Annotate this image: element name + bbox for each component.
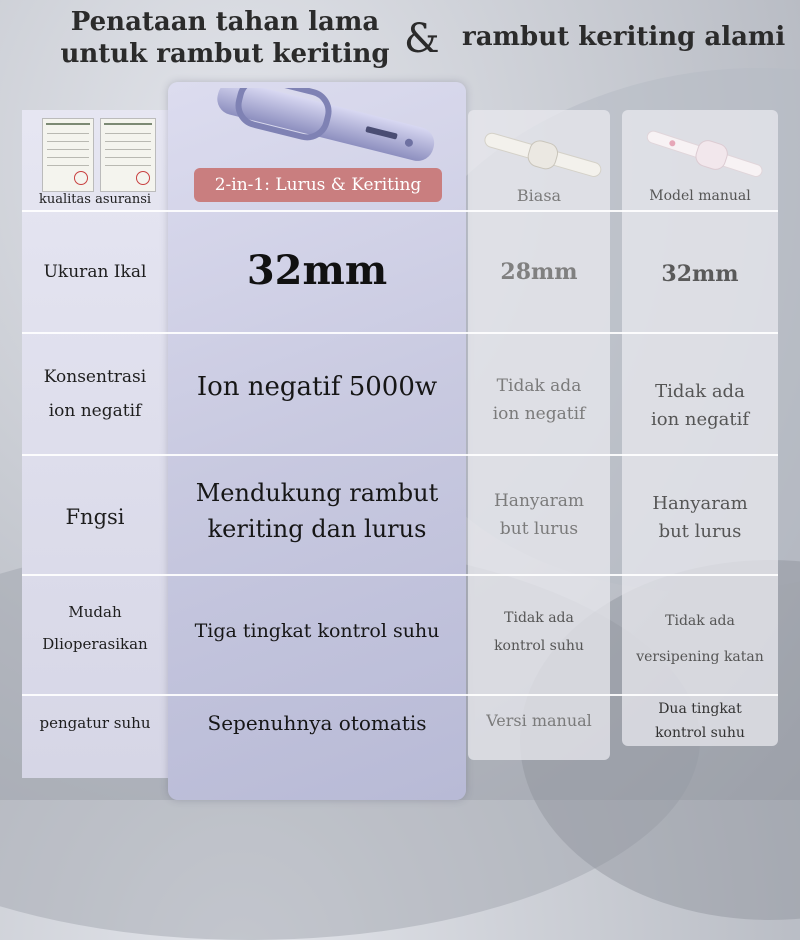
basic-value: 28mm [500,259,578,285]
manual-value: Tidak ada ion negatif [650,381,750,430]
headline-left-line2: untuk rambut keriting [60,39,390,69]
headline-left-line1: Penataan tahan lama [70,7,380,37]
main-value: Ion negatif 5000w [196,372,438,402]
manual-curler-image [640,126,770,186]
main-value: 32mm [246,246,388,294]
main-value: Sepenuhnya otomatis [207,711,427,735]
main-value: Mendukung rambut keriting dan lurus [195,479,439,543]
row-label: Ukuran Ikal [43,262,147,282]
basic-value: Versi manual [486,711,592,730]
headline-left [60,6,390,70]
feature-badge: 2-in-1: Lurus & Keriting [194,168,442,202]
basic-value: Tidak ada kontrol suhu [494,610,584,654]
manual-value: 32mm [661,261,739,287]
row-label: pengatur suhu [39,714,151,732]
manual-value: Dua tingkat kontrol suhu [655,701,745,741]
main-value: Tiga tingkat kontrol suhu [194,620,440,642]
row-label: Konsentrasi ion negatif [43,367,147,421]
certificate-image [42,118,94,192]
basic-value: Tidak ada ion negatif [492,376,586,424]
basic-curler-image [478,128,608,188]
ampersand: & [404,16,440,62]
manual-column-header: Model manual [649,188,751,204]
row-label: Mudah Dlioperasikan [42,603,148,653]
basic-value: Hanyaram but lurus [493,491,585,539]
manual-value: Hanyaram but lurus [652,493,748,542]
basic-column-header: Biasa [516,186,562,205]
label-column-header: kualitas asuransi [38,191,152,207]
certificate-image [100,118,156,192]
row-label: Fngsi [65,505,125,529]
curling-iron-image [205,88,445,168]
headline-right: rambut keriting alami [462,22,786,52]
manual-value: Tidak ada versipening katan [636,613,764,665]
